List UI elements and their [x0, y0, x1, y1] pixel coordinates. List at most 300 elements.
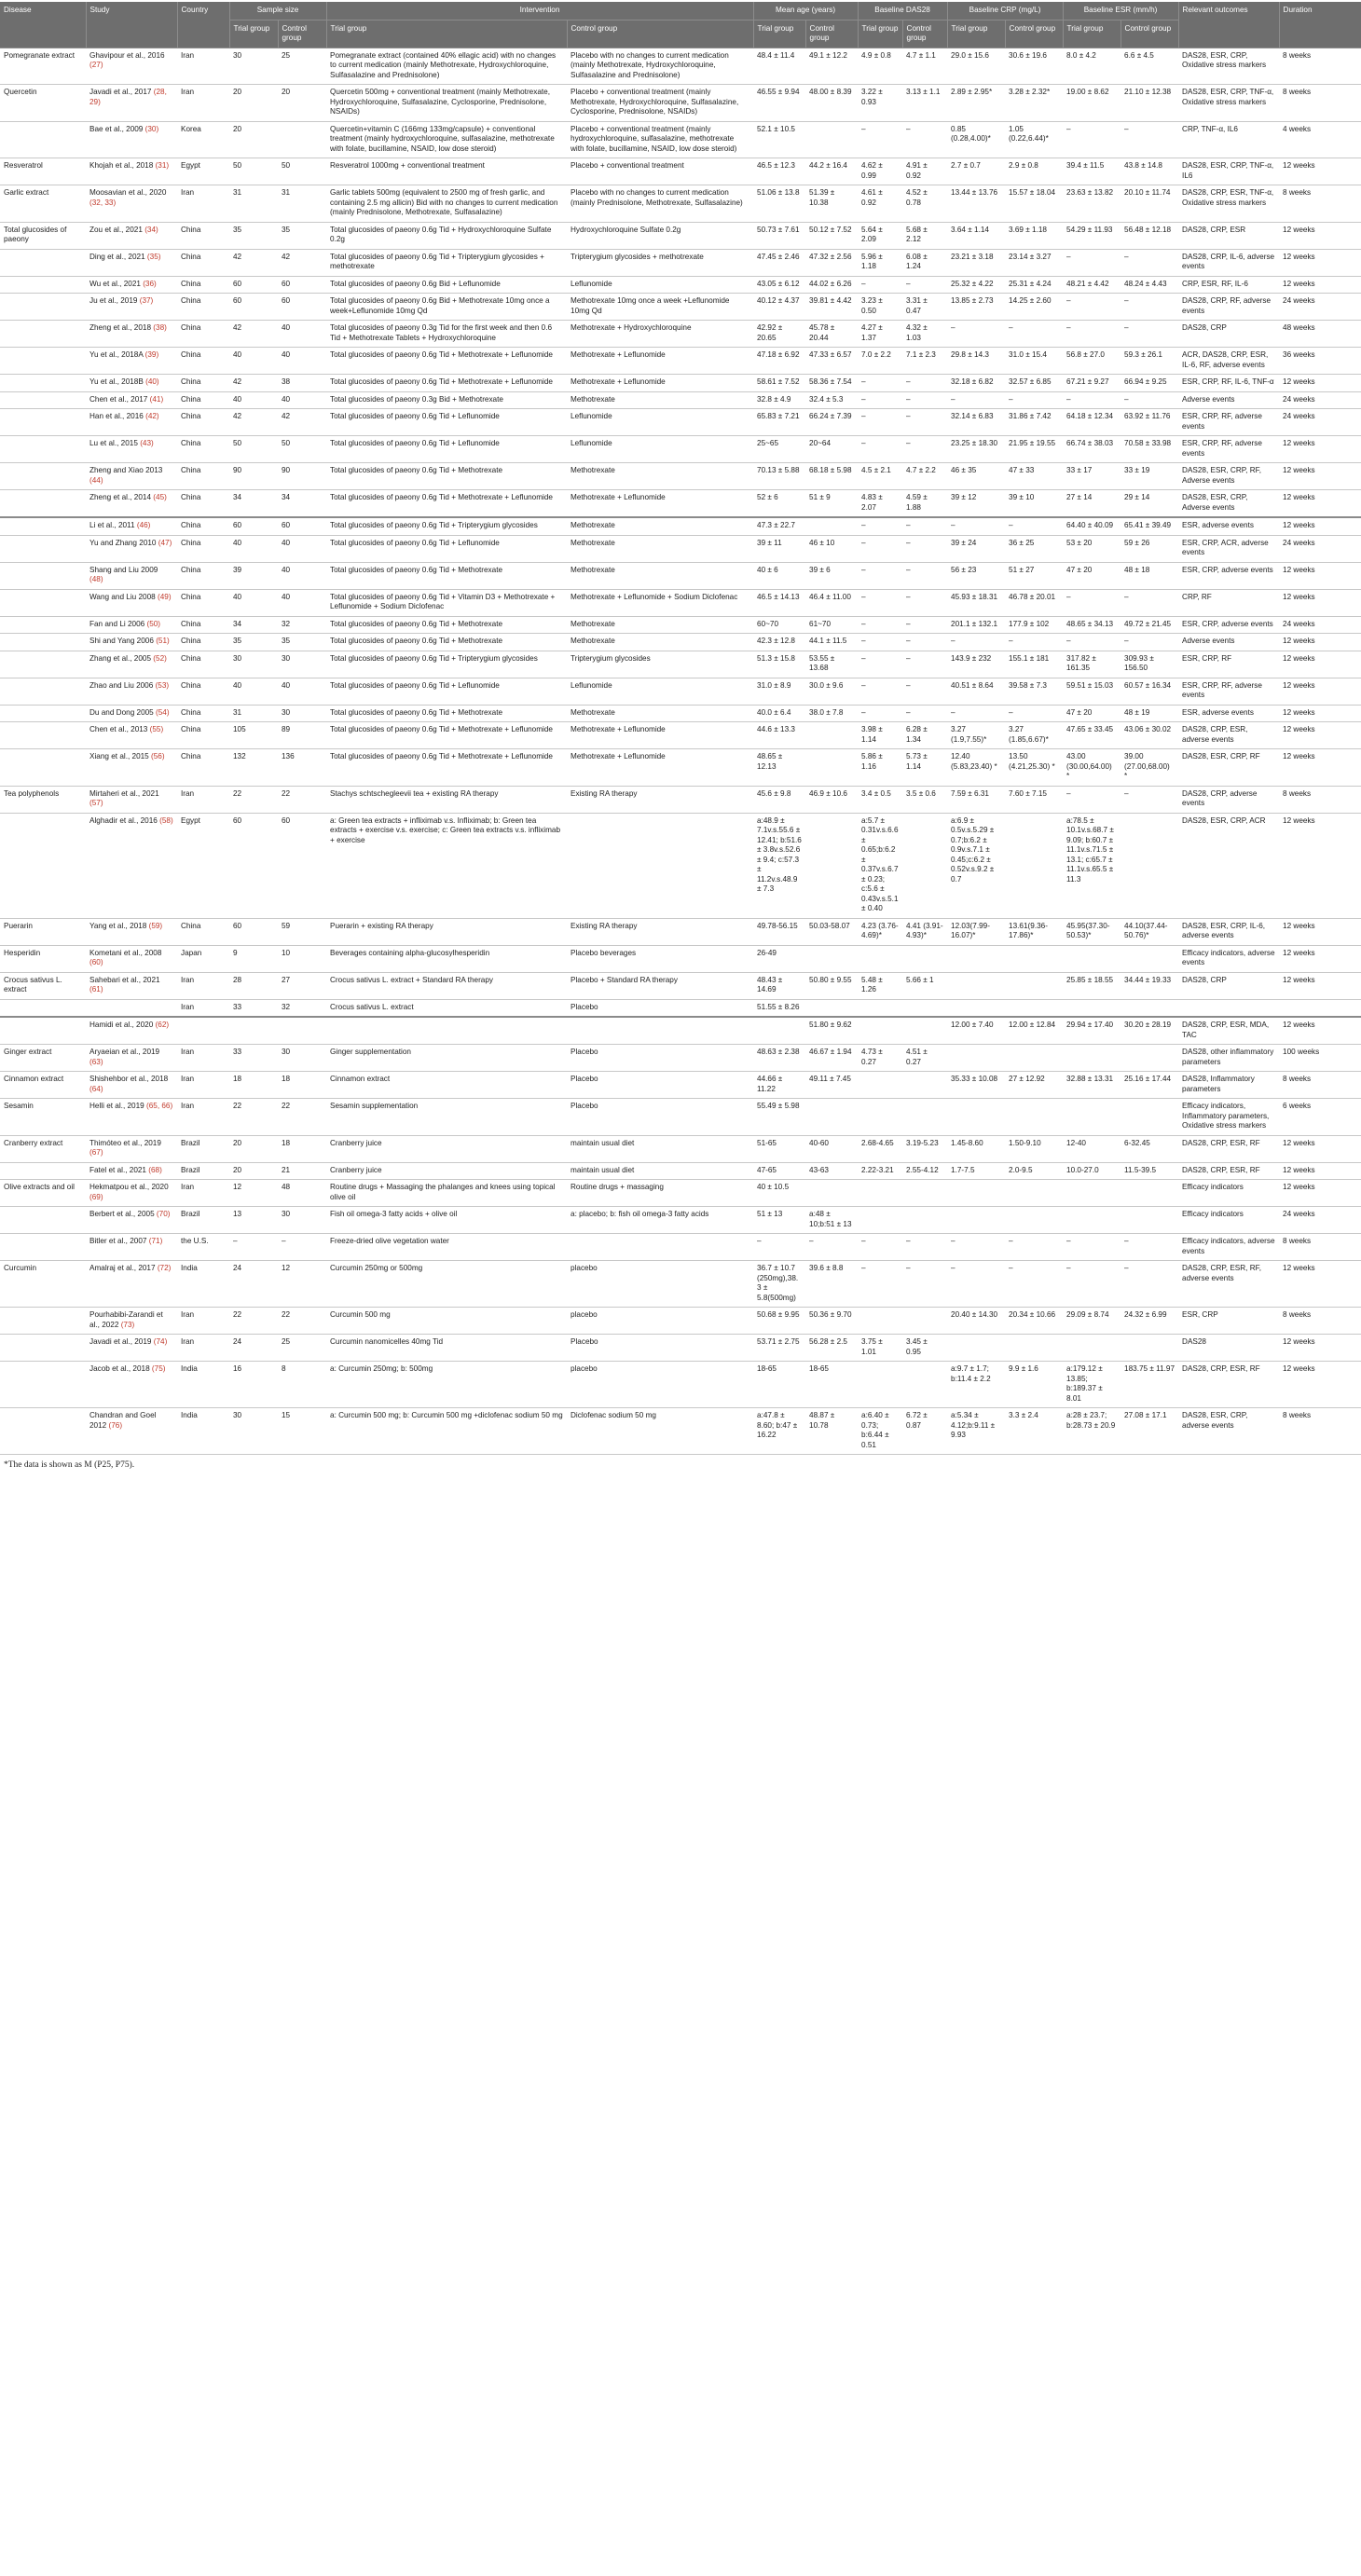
reference-link[interactable]: (47): [158, 538, 172, 547]
disease-cell: [0, 249, 86, 276]
country-cell: China: [177, 276, 229, 294]
intervention-control-cell: Methotrexate + Hydroxychloroquine: [567, 321, 753, 348]
intervention-control-cell: placebo: [567, 1261, 753, 1308]
reference-link[interactable]: (34): [144, 225, 158, 234]
disease-cell: [0, 1335, 86, 1362]
reference-link[interactable]: (56): [151, 752, 165, 760]
das28-trial-cell: 2.22-3.21: [858, 1162, 902, 1180]
disease-cell: [0, 348, 86, 375]
sample-control-cell: 40: [278, 391, 326, 409]
esr-control-cell: 60.57 ± 16.34: [1120, 678, 1178, 705]
intervention-control-cell: Methotrexate 10mg once a week +Leflunomide 10mg Qd: [567, 294, 753, 321]
crp-control-cell: 1.05 (0.22,6.44)*: [1005, 121, 1063, 158]
table-row: [0, 321, 1361, 348]
das28-control-cell: –: [902, 1234, 947, 1261]
crp-control-cell: 3.27 (1.85,6.67)*: [1005, 722, 1063, 749]
das28-trial-cell: –: [858, 391, 902, 409]
reference-link[interactable]: (50): [146, 619, 161, 628]
sample-trial-cell: 24: [229, 1335, 278, 1362]
crp-control-cell: –: [1005, 705, 1063, 722]
reference-link[interactable]: (55): [149, 725, 164, 733]
table-row: [0, 463, 1361, 490]
subheader-control: Control group: [567, 20, 753, 48]
study-name: Javadi et al., 2019: [89, 1337, 152, 1346]
reference-link[interactable]: (67): [89, 1148, 103, 1157]
age-control-cell: [805, 517, 858, 535]
age-control-cell: 46 ± 10: [805, 535, 858, 562]
sample-trial-cell: 33: [229, 1045, 278, 1072]
das28-control-cell: 4.7 ± 1.1: [902, 48, 947, 85]
sample-control-cell: 15: [278, 1408, 326, 1455]
disease-cell: [0, 294, 86, 321]
sample-trial-cell: 60: [229, 294, 278, 321]
duration-cell: 8 weeks: [1279, 1308, 1361, 1335]
intervention-control-cell: Routine drugs + massaging: [567, 1180, 753, 1207]
age-control-cell: 51.80 ± 9.62: [805, 1017, 858, 1045]
age-control-cell: 39.81 ± 4.42: [805, 294, 858, 321]
sample-control-cell: 21: [278, 1162, 326, 1180]
study-cell: [86, 1408, 177, 1455]
reference-link[interactable]: (64): [89, 1084, 103, 1093]
esr-trial-cell: [1063, 1045, 1120, 1072]
outcomes-cell: DAS28, CRP: [1178, 321, 1279, 348]
reference-link[interactable]: (68): [148, 1165, 162, 1174]
esr-trial-cell: 64.18 ± 12.34: [1063, 409, 1120, 436]
esr-trial-cell: 32.88 ± 13.31: [1063, 1072, 1120, 1099]
country-cell: the U.S.: [177, 1234, 229, 1261]
das28-trial-cell: 4.62 ± 0.99: [858, 158, 902, 185]
country-cell: Iran: [177, 85, 229, 122]
sample-control-cell: 42: [278, 409, 326, 436]
reference-link[interactable]: (65, 66): [146, 1102, 173, 1110]
duration-cell: 12 weeks: [1279, 678, 1361, 705]
intervention-trial-cell: Total glucosides of paeony 0.3g Bid + Methotrexate: [326, 391, 567, 409]
outcomes-cell: DAS28, ESR, CRP, Oxidative stress markers: [1178, 48, 1279, 85]
age-trial-cell: 31.0 ± 8.9: [753, 678, 805, 705]
age-trial-cell: 47-65: [753, 1162, 805, 1180]
esr-trial-cell: –: [1063, 294, 1120, 321]
age-trial-cell: 52 ± 6: [753, 490, 805, 518]
outcomes-cell: CRP, RF: [1178, 589, 1279, 616]
reference-link[interactable]: (51): [156, 637, 170, 645]
reference-link[interactable]: (69): [89, 1192, 103, 1201]
study-name: Wang and Liu 2008: [89, 592, 156, 601]
esr-trial-cell: 317.82 ± 161.35: [1063, 651, 1120, 678]
header-intervention: Intervention: [326, 2, 753, 20]
reference-link[interactable]: (30): [144, 124, 159, 133]
das28-control-cell: –: [902, 651, 947, 678]
das28-trial-cell: 5.86 ± 1.16: [858, 749, 902, 787]
duration-cell: 8 weeks: [1279, 185, 1361, 223]
reference-link[interactable]: (72): [157, 1264, 172, 1272]
das28-control-cell: 4.59 ± 1.88: [902, 490, 947, 518]
table-row: [0, 1261, 1361, 1308]
intervention-trial-cell: Curcumin 250mg or 500mg: [326, 1261, 567, 1308]
crp-trial-cell: 23.25 ± 18.30: [947, 436, 1005, 463]
crp-control-cell: [1005, 972, 1063, 999]
country-cell: Iran: [177, 972, 229, 999]
reference-link[interactable]: (43): [140, 439, 154, 447]
disease-cell: [0, 562, 86, 589]
reference-link[interactable]: (44): [89, 475, 103, 485]
age-trial-cell: 51 ± 13: [753, 1207, 805, 1234]
das28-trial-cell: 3.4 ± 0.5: [858, 786, 902, 813]
study-cell: [86, 1045, 177, 1072]
age-trial-cell: 32.8 ± 4.9: [753, 391, 805, 409]
study-cell: [86, 1261, 177, 1308]
study-cell: [86, 409, 177, 436]
sample-control-cell: 32: [278, 616, 326, 634]
study-name: Amalraj et al., 2017: [89, 1264, 156, 1272]
outcomes-cell: Efficacy indicators, Inflammatory parameters, Oxidative stress markers: [1178, 1099, 1279, 1136]
study-name: Yu et al., 2018B: [89, 377, 144, 386]
country-cell: China: [177, 722, 229, 749]
esr-control-cell: [1120, 999, 1178, 1017]
crp-control-cell: –: [1005, 1234, 1063, 1261]
disease-cell: Hesperidin: [0, 945, 86, 972]
esr-control-cell: 56.48 ± 12.18: [1120, 222, 1178, 249]
outcomes-cell: ESR, CRP, adverse events: [1178, 562, 1279, 589]
intervention-control-cell: Methotrexate: [567, 463, 753, 490]
header-duration: Duration: [1279, 2, 1361, 48]
age-trial-cell: 48.63 ± 2.38: [753, 1045, 805, 1072]
intervention-trial-cell: Total glucosides of paeony 0.6g Tid + Methotrexate + Leflunomide: [326, 348, 567, 375]
reference-link[interactable]: (27): [89, 61, 103, 69]
duration-cell: 12 weeks: [1279, 1362, 1361, 1408]
age-control-cell: [805, 945, 858, 972]
table-row: [0, 158, 1361, 185]
duration-cell: 12 weeks: [1279, 749, 1361, 787]
reference-link[interactable]: (31): [155, 161, 170, 170]
country-cell: China: [177, 409, 229, 436]
sample-trial-cell: 31: [229, 185, 278, 223]
duration-cell: 12 weeks: [1279, 918, 1361, 945]
study-cell: [86, 436, 177, 463]
sample-control-cell: 30: [278, 705, 326, 722]
intervention-trial-cell: Total glucosides of paeony 0.6g Tid + Methotrexate + Leflunomide: [326, 490, 567, 518]
esr-trial-cell: 47 ± 20: [1063, 562, 1120, 589]
disease-cell: [0, 749, 86, 787]
das28-trial-cell: –: [858, 409, 902, 436]
sample-trial-cell: 34: [229, 616, 278, 634]
age-trial-cell: 51.55 ± 8.26: [753, 999, 805, 1017]
crp-control-cell: –: [1005, 391, 1063, 409]
age-trial-cell: a:48.9 ± 7.1v.s.55.6 ± 12.41; b:51.6 ± 3.8v.s.52.6 ± 9.4; c:57.3 ± 11.2v.s.48.9 ± 7.3: [753, 813, 805, 918]
crp-trial-cell: 45.93 ± 18.31: [947, 589, 1005, 616]
study-name: Hekmatpou et al., 2020: [89, 1183, 169, 1191]
das28-control-cell: 3.5 ± 0.6: [902, 786, 947, 813]
esr-trial-cell: 47 ± 20: [1063, 705, 1120, 722]
reference-link[interactable]: (35): [146, 252, 161, 261]
das28-control-cell: 3.31 ± 0.47: [902, 294, 947, 321]
country-cell: India: [177, 1362, 229, 1408]
esr-control-cell: 6.6 ± 4.5: [1120, 48, 1178, 85]
das28-control-cell: [902, 1207, 947, 1234]
table-row: [0, 517, 1361, 535]
age-trial-cell: [753, 1017, 805, 1045]
duration-cell: 12 weeks: [1279, 1162, 1361, 1180]
das28-control-cell: –: [902, 634, 947, 651]
disease-cell: Pomegranate extract: [0, 48, 86, 85]
das28-trial-cell: a:6.40 ± 0.73; b:6.44 ± 0.51: [858, 1408, 902, 1455]
reference-link[interactable]: (45): [153, 493, 167, 501]
das28-trial-cell: 7.0 ± 2.2: [858, 348, 902, 375]
esr-trial-cell: –: [1063, 634, 1120, 651]
esr-trial-cell: 29.09 ± 8.74: [1063, 1308, 1120, 1335]
sample-trial-cell: 60: [229, 276, 278, 294]
age-trial-cell: –: [753, 1234, 805, 1261]
crp-control-cell: 2.0-9.5: [1005, 1162, 1063, 1180]
table-row: [0, 722, 1361, 749]
esr-control-cell: 183.75 ± 11.97: [1120, 1362, 1178, 1408]
sample-trial-cell: 40: [229, 678, 278, 705]
reference-link[interactable]: (40): [145, 377, 159, 386]
country-cell: China: [177, 634, 229, 651]
age-trial-cell: 60~70: [753, 616, 805, 634]
intervention-control-cell: Methotrexate + Leflunomide: [567, 375, 753, 392]
study-cell: [86, 48, 177, 85]
sample-trial-cell: 13: [229, 1207, 278, 1234]
intervention-control-cell: Leflunomide: [567, 276, 753, 294]
outcomes-cell: DAS28, ESR, CRP, TNF-α, Oxidative stress markers: [1178, 85, 1279, 122]
das28-control-cell: [902, 999, 947, 1017]
outcomes-cell: ESR, adverse events: [1178, 517, 1279, 535]
esr-trial-cell: –: [1063, 1261, 1120, 1308]
das28-control-cell: –: [902, 121, 947, 158]
country-cell: China: [177, 222, 229, 249]
das28-trial-cell: 5.48 ± 1.26: [858, 972, 902, 999]
outcomes-cell: DAS28, CRP, adverse events: [1178, 786, 1279, 813]
esr-control-cell: –: [1120, 249, 1178, 276]
crp-trial-cell: [947, 972, 1005, 999]
crp-trial-cell: –: [947, 517, 1005, 535]
esr-trial-cell: –: [1063, 249, 1120, 276]
country-cell: India: [177, 1408, 229, 1455]
reference-link[interactable]: (36): [143, 279, 157, 288]
study-cell: [86, 813, 177, 918]
table-row: [0, 1017, 1361, 1045]
esr-trial-cell: 54.29 ± 11.93: [1063, 222, 1120, 249]
intervention-control-cell: Placebo + conventional treatment: [567, 158, 753, 185]
intervention-trial-cell: Ginger supplementation: [326, 1045, 567, 1072]
reference-link[interactable]: (41): [149, 394, 164, 404]
age-trial-cell: 40.12 ± 4.37: [753, 294, 805, 321]
duration-cell: 24 weeks: [1279, 294, 1361, 321]
sample-trial-cell: 20: [229, 85, 278, 122]
esr-trial-cell: [1063, 1099, 1120, 1136]
esr-trial-cell: 59.51 ± 15.03: [1063, 678, 1120, 705]
das28-control-cell: [902, 1072, 947, 1099]
study-cell: [86, 1162, 177, 1180]
reference-link[interactable]: (38): [153, 323, 167, 332]
country-cell: Iran: [177, 1072, 229, 1099]
reference-link[interactable]: (48): [89, 575, 103, 583]
reference-link[interactable]: (42): [145, 412, 159, 420]
crp-trial-cell: –: [947, 1261, 1005, 1308]
das28-control-cell: 2.55-4.12: [902, 1162, 947, 1180]
intervention-control-cell: placebo: [567, 1362, 753, 1408]
outcomes-cell: DAS28, Inflammatory parameters: [1178, 1072, 1279, 1099]
country-cell: Iran: [177, 1180, 229, 1207]
age-trial-cell: 26-49: [753, 945, 805, 972]
duration-cell: 48 weeks: [1279, 321, 1361, 348]
country-cell: China: [177, 294, 229, 321]
crp-control-cell: 7.60 ± 7.15: [1005, 786, 1063, 813]
age-trial-cell: 51.06 ± 13.8: [753, 185, 805, 223]
intervention-trial-cell: Total glucosides of paeony 0.6g Tid + Leflunomide: [326, 535, 567, 562]
study-cell: [86, 749, 177, 787]
sample-control-cell: 30: [278, 651, 326, 678]
disease-cell: Sesamin: [0, 1099, 86, 1136]
age-control-cell: 66.24 ± 7.39: [805, 409, 858, 436]
sample-trial-cell: 35: [229, 634, 278, 651]
country-cell: Egypt: [177, 158, 229, 185]
intervention-control-cell: Methotrexate: [567, 391, 753, 409]
esr-control-cell: 309.93 ± 156.50: [1120, 651, 1178, 678]
intervention-trial-cell: Total glucosides of paeony 0.6g Tid + Leflunomide: [326, 436, 567, 463]
study-name: Shi and Yang 2006: [89, 637, 154, 645]
reference-link[interactable]: (70): [156, 1210, 171, 1218]
age-control-cell: 45.78 ± 20.44: [805, 321, 858, 348]
crp-control-cell: 39.58 ± 7.3: [1005, 678, 1063, 705]
crp-trial-cell: 25.32 ± 4.22: [947, 276, 1005, 294]
reference-link[interactable]: (39): [144, 350, 159, 359]
reference-link[interactable]: (59): [148, 921, 163, 930]
age-trial-cell: 40 ± 6: [753, 562, 805, 589]
age-trial-cell: 49.78-56.15: [753, 918, 805, 945]
reference-link[interactable]: (63): [89, 1057, 103, 1066]
sample-trial-cell: 60: [229, 517, 278, 535]
age-trial-cell: 40 ± 10.5: [753, 1180, 805, 1207]
outcomes-cell: DAS28, CRP, ESR, RF, adverse events: [1178, 1261, 1279, 1308]
study-name: Shang and Liu 2009: [89, 565, 158, 574]
reference-link[interactable]: (49): [158, 592, 172, 601]
crp-trial-cell: [947, 1180, 1005, 1207]
outcomes-cell: DAS28, other inflammatory parameters: [1178, 1045, 1279, 1072]
duration-cell: 12 weeks: [1279, 222, 1361, 249]
intervention-trial-cell: Total glucosides of paeony 0.6g Tid + Methotrexate + Leflunomide: [326, 749, 567, 787]
table-row: [0, 121, 1361, 158]
reference-link[interactable]: (54): [156, 707, 170, 717]
crp-control-cell: 2.9 ± 0.8: [1005, 158, 1063, 185]
reference-link[interactable]: (53): [155, 680, 170, 690]
study-name: Berbert et al., 2005: [89, 1210, 155, 1218]
duration-cell: 24 weeks: [1279, 1207, 1361, 1234]
duration-cell: 12 weeks: [1279, 490, 1361, 518]
intervention-trial-cell: Total glucosides of paeony 0.6g Tid + Hydroxychloroquine Sulfate 0.2g: [326, 222, 567, 249]
study-name: Shishehbor et al., 2018: [89, 1075, 169, 1083]
intervention-control-cell: Placebo with no changes to current medication (mainly Prednisolone, Methotrexate, Sulfasalazine): [567, 185, 753, 223]
reference-link[interactable]: (52): [153, 653, 167, 663]
crp-trial-cell: 2.7 ± 0.7: [947, 158, 1005, 185]
crp-control-cell: 27 ± 12.92: [1005, 1072, 1063, 1099]
duration-cell: 12 weeks: [1279, 562, 1361, 589]
sample-control-cell: 30: [278, 1045, 326, 1072]
reference-link[interactable]: (71): [148, 1237, 163, 1245]
reference-link[interactable]: (76): [108, 1420, 123, 1430]
outcomes-cell: DAS28, CRP, ESR, adverse events: [1178, 722, 1279, 749]
das28-trial-cell: 4.23 (3.76-4.69)*: [858, 918, 902, 945]
reference-link[interactable]: (46): [136, 521, 151, 529]
disease-cell: [0, 651, 86, 678]
reference-link[interactable]: (58): [159, 815, 173, 825]
reference-link[interactable]: (60): [89, 958, 103, 966]
reference-link[interactable]: (73): [120, 1320, 135, 1329]
das28-trial-cell: [858, 1362, 902, 1408]
disease-cell: Garlic extract: [0, 185, 86, 223]
esr-trial-cell: 39.4 ± 11.5: [1063, 158, 1120, 185]
duration-cell: 12 weeks: [1279, 249, 1361, 276]
das28-trial-cell: [858, 1072, 902, 1099]
study-name: Khojah et al., 2018: [89, 161, 154, 170]
crp-control-cell: 155.1 ± 181: [1005, 651, 1063, 678]
age-control-cell: 39.6 ± 8.8: [805, 1261, 858, 1308]
country-cell: China: [177, 436, 229, 463]
esr-trial-cell: 33 ± 17: [1063, 463, 1120, 490]
study-characteristics-table: [0, 2, 1361, 1455]
subheader-control: Control group: [805, 20, 858, 48]
age-control-cell: 44.02 ± 6.26: [805, 276, 858, 294]
duration-cell: 12 weeks: [1279, 463, 1361, 490]
study-cell: [86, 1180, 177, 1207]
disease-cell: Ginger extract: [0, 1045, 86, 1072]
esr-trial-cell: [1063, 1335, 1120, 1362]
esr-control-cell: 48.24 ± 4.43: [1120, 276, 1178, 294]
table-footnote: *The data is shown as M (P25, P75).: [4, 1460, 135, 1470]
sample-control-cell: 8: [278, 1362, 326, 1408]
intervention-control-cell: [567, 813, 753, 918]
reference-link[interactable]: (75): [151, 1364, 166, 1373]
crp-trial-cell: [947, 1045, 1005, 1072]
study-name: Ghavipour et al., 2016: [89, 50, 165, 60]
sample-control-cell: –: [278, 1234, 326, 1261]
reference-link[interactable]: (61): [89, 985, 103, 993]
table-row: [0, 85, 1361, 122]
age-control-cell: 48.87 ± 10.78: [805, 1408, 858, 1455]
crp-trial-cell: [947, 999, 1005, 1017]
crp-trial-cell: 13.85 ± 2.73: [947, 294, 1005, 321]
intervention-control-cell: Placebo: [567, 1072, 753, 1099]
intervention-control-cell: Methotrexate + Leflunomide: [567, 749, 753, 787]
duration-cell: 12 weeks: [1279, 972, 1361, 999]
intervention-control-cell: Leflunomide: [567, 678, 753, 705]
subheader-trial: Trial group: [1063, 20, 1120, 48]
study-cell: [86, 1308, 177, 1335]
table-row: [0, 490, 1361, 518]
sample-trial-cell: 20: [229, 1135, 278, 1162]
reference-link[interactable]: (32, 33): [89, 198, 117, 207]
age-trial-cell: 48.43 ± 14.69: [753, 972, 805, 999]
intervention-trial-cell: Sesamin supplementation: [326, 1099, 567, 1136]
reference-link[interactable]: (28, 29): [89, 88, 167, 106]
study-cell: [86, 348, 177, 375]
reference-link[interactable]: (62): [155, 1021, 170, 1029]
esr-trial-cell: 27 ± 14: [1063, 490, 1120, 518]
reference-link[interactable]: (57): [89, 799, 103, 807]
reference-link[interactable]: (37): [139, 296, 154, 305]
crp-trial-cell: [947, 945, 1005, 972]
outcomes-cell: ESR, CRP, RF, adverse events: [1178, 678, 1279, 705]
age-control-cell: [805, 1099, 858, 1136]
crp-control-cell: 23.14 ± 3.27: [1005, 249, 1063, 276]
intervention-control-cell: Methotrexate: [567, 562, 753, 589]
crp-control-cell: 51 ± 27: [1005, 562, 1063, 589]
disease-cell: [0, 589, 86, 616]
sample-trial-cell: 30: [229, 1408, 278, 1455]
sample-trial-cell: 42: [229, 409, 278, 436]
reference-link[interactable]: (74): [153, 1337, 168, 1346]
sample-trial-cell: [229, 1017, 278, 1045]
